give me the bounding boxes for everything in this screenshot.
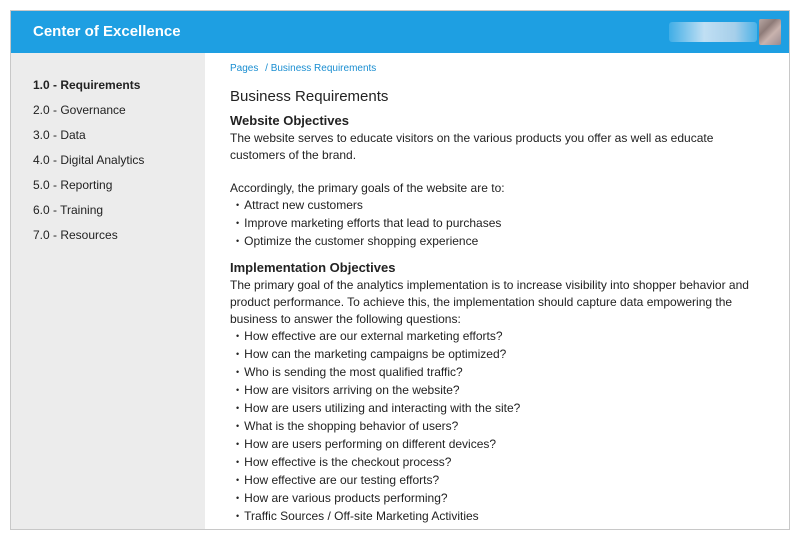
avatar-icon <box>759 19 781 45</box>
list-item: • How effective are our testing efforts? <box>236 472 769 490</box>
sidebar-item-resources[interactable]: 7.0 - Resources <box>33 228 118 242</box>
sidebar-item-requirements[interactable]: 1.0 - Requirements <box>33 78 141 92</box>
list-item: • Optimize the customer shopping experience <box>236 233 769 251</box>
website-objectives-paragraph: The website serves to educate visitors on the various products you offer as well as educate customers of the brand. <box>230 131 714 162</box>
goals-list <box>236 197 769 251</box>
sidebar-item-training[interactable]: 6.0 - Training <box>33 203 104 217</box>
list-item: • How can the marketing campaigns be optimized? <box>236 346 769 364</box>
app-title: Center of Excellence <box>33 23 181 40</box>
goals-intro: Accordingly, the primary goals of the website are to: <box>230 181 505 195</box>
user-name-blurred <box>669 22 757 42</box>
implementation-objectives-paragraph: The primary goal of the analytics implementation is to increase visibility into shopper behavior and product performance. To achieve this, the implementation should capture data empowering the business to answer the following questions: <box>230 278 749 326</box>
user-avatar[interactable] <box>669 16 781 48</box>
list-item: • How are visitors arriving on the website? <box>236 382 769 400</box>
website-objectives-heading: Website Objectives <box>230 113 349 128</box>
list-item: • How are users performing on different devices? <box>236 436 769 454</box>
breadcrumb-current-link[interactable]: Business Requirements <box>270 63 377 74</box>
breadcrumb-pages-link[interactable]: Pages <box>230 63 259 74</box>
list-item: • How effective is the checkout process? <box>236 454 769 472</box>
main-content <box>230 63 769 529</box>
sidebar-item-digital-analytics[interactable]: 4.0 - Digital Analytics <box>33 153 145 167</box>
breadcrumb-separator: / <box>265 63 268 74</box>
sidebar-item-data[interactable]: 3.0 - Data <box>33 128 86 142</box>
app-window <box>10 10 790 530</box>
sidebar-item-reporting[interactable]: 5.0 - Reporting <box>33 178 113 192</box>
list-item: • How are users utilizing and interacting with the site? <box>236 400 769 418</box>
list-item: • Who is sending the most qualified traffic? <box>236 364 769 382</box>
list-item: • What is the shopping behavior of users? <box>236 418 769 436</box>
sidebar-nav <box>11 53 205 529</box>
questions-list <box>236 328 769 526</box>
page-title: Business Requirements <box>230 88 389 105</box>
sidebar-item-governance[interactable]: 2.0 - Governance <box>33 103 126 117</box>
list-item: • Attract new customers <box>236 197 769 215</box>
list-item: • How effective are our external marketing efforts? <box>236 328 769 346</box>
list-item: • Improve marketing efforts that lead to purchases <box>236 215 769 233</box>
list-item: • Traffic Sources / Off-site Marketing Activities <box>236 508 769 526</box>
implementation-objectives-heading: Implementation Objectives <box>230 260 396 275</box>
breadcrumb <box>230 63 769 75</box>
top-header-bar <box>11 11 789 53</box>
list-item: • How are various products performing? <box>236 490 769 508</box>
